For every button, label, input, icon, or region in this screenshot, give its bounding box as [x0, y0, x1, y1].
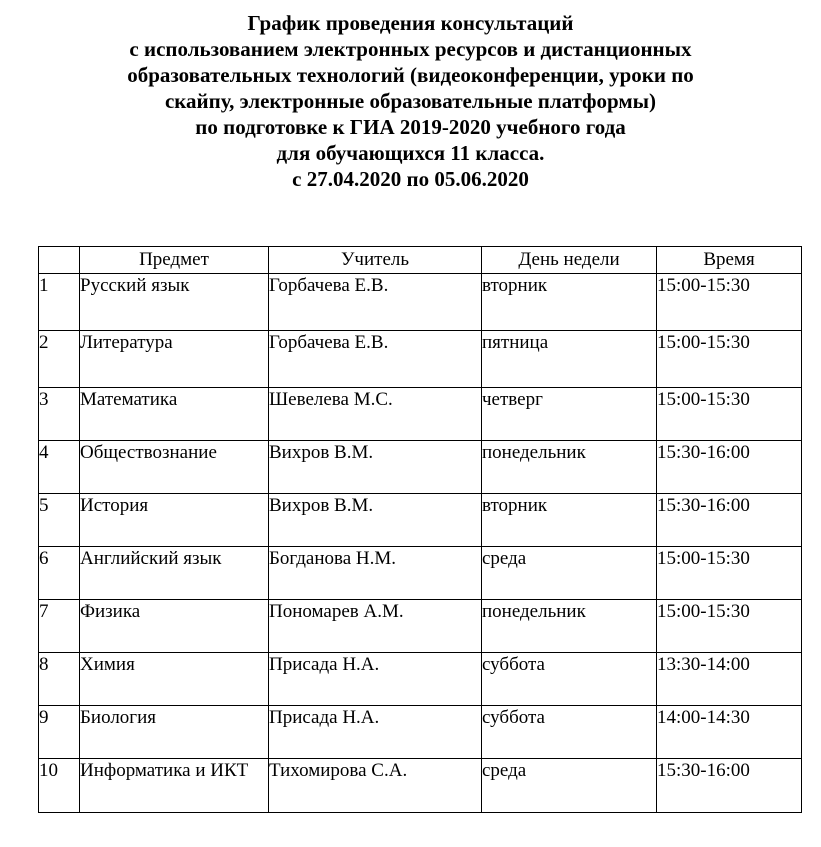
row-time: 15:00-15:30	[657, 274, 802, 331]
row-time: 15:00-15:30	[657, 600, 802, 653]
row-time: 15:30-16:00	[657, 494, 802, 547]
header-time: Время	[657, 247, 802, 274]
row-subject: Информатика и ИКТ	[80, 759, 269, 813]
table-row	[39, 706, 802, 759]
row-time: 15:30-16:00	[657, 759, 802, 813]
row-subject: Обществознание	[80, 441, 269, 494]
row-time: 14:00-14:30	[657, 706, 802, 759]
row-subject: История	[80, 494, 269, 547]
row-number: 10	[39, 759, 80, 813]
row-subject: Русский язык	[80, 274, 269, 331]
row-teacher: Горбачева Е.В.	[269, 331, 482, 388]
row-day: вторник	[482, 494, 657, 547]
title-line: образовательных технологий (видеоконференции, уроки по	[127, 63, 694, 87]
row-day: понедельник	[482, 441, 657, 494]
row-subject: Биология	[80, 706, 269, 759]
row-subject: Физика	[80, 600, 269, 653]
row-teacher: Присада Н.А.	[269, 706, 482, 759]
row-day: суббота	[482, 653, 657, 706]
row-teacher: Шевелева М.С.	[269, 388, 482, 441]
table-row	[39, 759, 802, 813]
consultation-schedule-table	[38, 246, 802, 813]
row-number: 9	[39, 706, 80, 759]
row-time: 15:00-15:30	[657, 388, 802, 441]
header-subject: Предмет	[80, 247, 269, 274]
table-row	[39, 441, 802, 494]
row-day: четверг	[482, 388, 657, 441]
table-row	[39, 653, 802, 706]
row-time: 15:30-16:00	[657, 441, 802, 494]
row-day: понедельник	[482, 600, 657, 653]
row-day: среда	[482, 759, 657, 813]
row-teacher: Пономарев А.М.	[269, 600, 482, 653]
row-teacher: Присада Н.А.	[269, 653, 482, 706]
row-teacher: Вихров В.М.	[269, 494, 482, 547]
row-subject: Английский язык	[80, 547, 269, 600]
table-row	[39, 494, 802, 547]
document-title	[0, 10, 821, 192]
header-day: День недели	[482, 247, 657, 274]
title-line: скайпу, электронные образовательные платформы)	[164, 89, 657, 113]
row-number: 4	[39, 441, 80, 494]
table-header-row	[39, 247, 802, 274]
row-teacher: Горбачева Е.В.	[269, 274, 482, 331]
title-line: для обучающихся 11 класса.	[276, 141, 545, 165]
row-day: пятница	[482, 331, 657, 388]
row-number: 3	[39, 388, 80, 441]
title-line: График проведения консультаций	[247, 11, 574, 35]
title-line: по подготовке к ГИА 2019-2020 учебного года	[195, 115, 626, 139]
row-number: 1	[39, 274, 80, 331]
row-subject: Химия	[80, 653, 269, 706]
row-teacher: Богданова Н.М.	[269, 547, 482, 600]
title-line: с 27.04.2020 по 05.06.2020	[292, 167, 529, 191]
table-row	[39, 274, 802, 331]
table-row	[39, 600, 802, 653]
header-number	[39, 247, 80, 274]
row-time: 13:30-14:00	[657, 653, 802, 706]
row-teacher: Вихров В.М.	[269, 441, 482, 494]
table-row	[39, 547, 802, 600]
row-day: среда	[482, 547, 657, 600]
row-subject: Математика	[80, 388, 269, 441]
row-number: 6	[39, 547, 80, 600]
row-time: 15:00-15:30	[657, 331, 802, 388]
row-number: 8	[39, 653, 80, 706]
row-subject: Литература	[80, 331, 269, 388]
title-line: с использованием электронных ресурсов и дистанционных	[129, 37, 692, 61]
row-time: 15:00-15:30	[657, 547, 802, 600]
table-row	[39, 331, 802, 388]
row-number: 2	[39, 331, 80, 388]
row-day: суббота	[482, 706, 657, 759]
table-row	[39, 388, 802, 441]
row-teacher: Тихомирова С.А.	[269, 759, 482, 813]
row-number: 5	[39, 494, 80, 547]
header-teacher: Учитель	[269, 247, 482, 274]
row-day: вторник	[482, 274, 657, 331]
row-number: 7	[39, 600, 80, 653]
